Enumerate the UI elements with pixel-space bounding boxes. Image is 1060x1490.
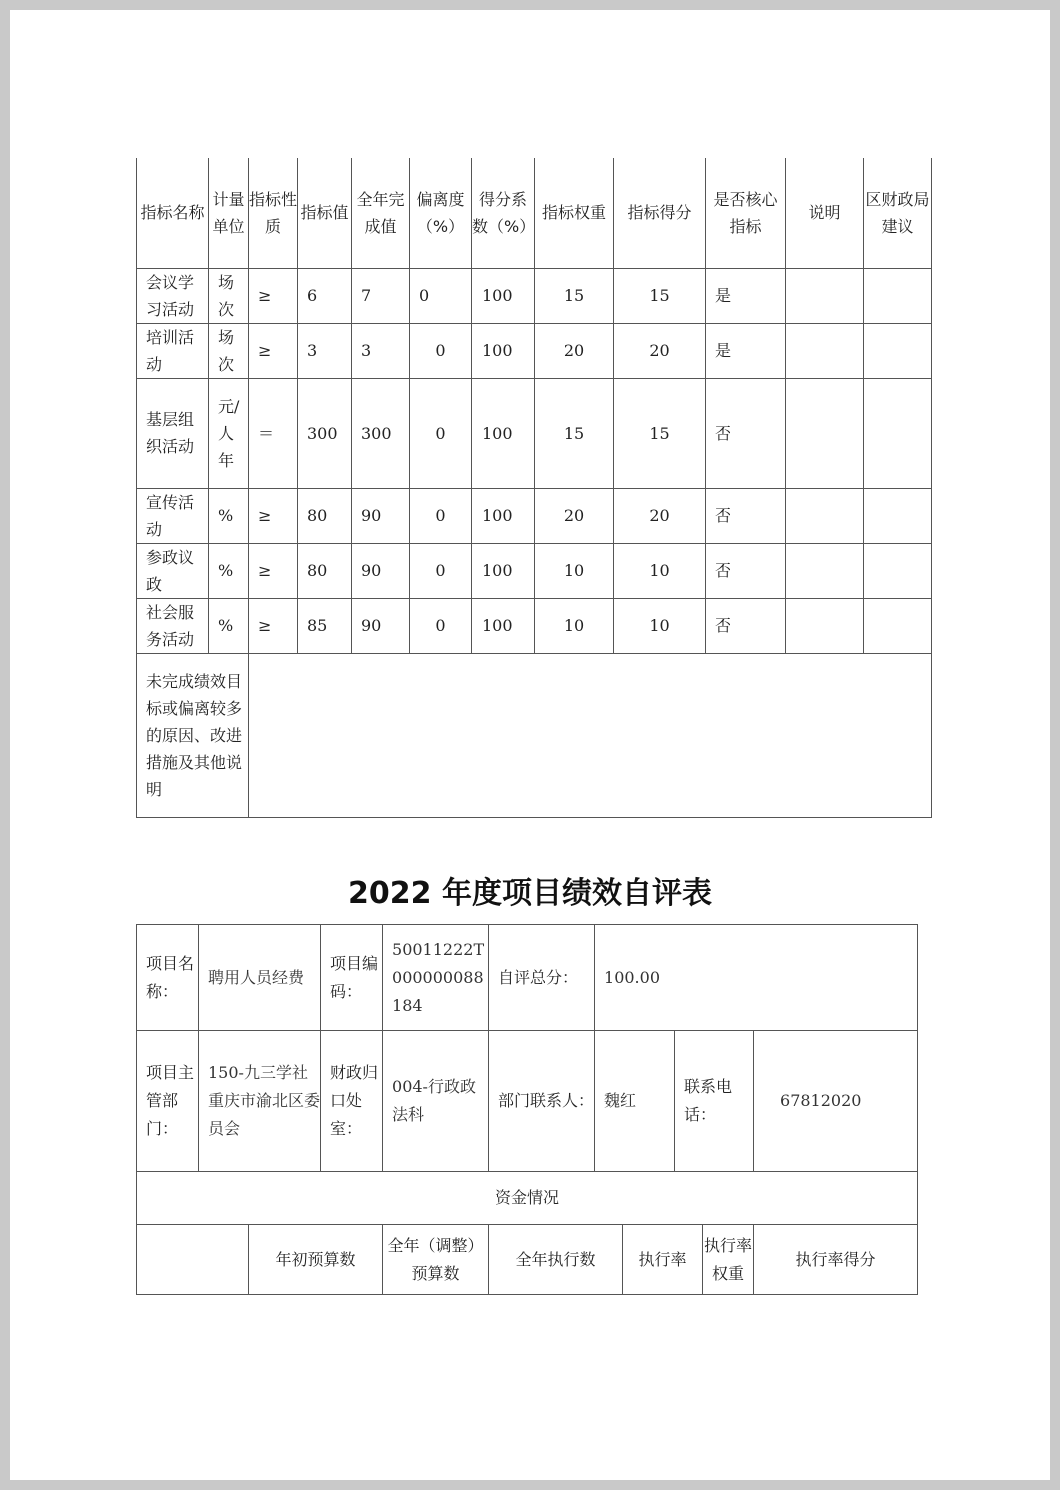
cell-coefficient: 100 xyxy=(472,488,535,543)
cell-nature: ≥ xyxy=(249,488,298,543)
cell-coefficient: 100 xyxy=(472,323,535,378)
cell-core: 是 xyxy=(706,268,786,323)
cell-actual: 90 xyxy=(352,543,410,598)
unfinished-explanation-row xyxy=(137,653,932,817)
funds-header-blank xyxy=(137,1225,249,1295)
cell-weight: 20 xyxy=(535,488,614,543)
cell-weight: 15 xyxy=(535,378,614,488)
cell-note xyxy=(786,598,864,653)
cell-core: 否 xyxy=(706,488,786,543)
table-row xyxy=(137,323,932,378)
form-title: 2022 年度项目绩效自评表 xyxy=(348,876,712,911)
cell-note xyxy=(786,378,864,488)
cell-weight: 10 xyxy=(535,543,614,598)
cell-deviation: 0 xyxy=(410,543,472,598)
table-row xyxy=(137,543,932,598)
cell-advice xyxy=(864,598,932,653)
funds-header-execution-rate: 执行率 xyxy=(623,1225,703,1295)
cell-deviation: 0 xyxy=(410,268,472,323)
cell-target: 6 xyxy=(298,268,352,323)
cell-nature: ＝ xyxy=(249,378,298,488)
cell-note xyxy=(786,488,864,543)
cell-deviation: 0 xyxy=(410,323,472,378)
cell-nature: ≥ xyxy=(249,323,298,378)
cell-actual: 90 xyxy=(352,598,410,653)
funds-header-executed: 全年执行数 xyxy=(489,1225,623,1295)
header-weight: 指标权重 xyxy=(535,158,614,268)
cell-name: 基层组织活动 xyxy=(137,378,209,488)
table-row xyxy=(137,488,932,543)
header-note: 说明 xyxy=(786,158,864,268)
cell-target: 300 xyxy=(298,378,352,488)
cell-unit: 场次 xyxy=(209,323,249,378)
cell-target: 80 xyxy=(298,488,352,543)
cell-name: 参政议政 xyxy=(137,543,209,598)
project-code-value: 50011222T000000088184 xyxy=(383,925,489,1031)
unfinished-explanation-value xyxy=(249,653,932,817)
project-name-value: 聘用人员经费 xyxy=(199,925,321,1031)
cell-deviation: 0 xyxy=(410,488,472,543)
document-page xyxy=(10,10,1050,1480)
cell-advice xyxy=(864,378,932,488)
project-code-label: 项目编码： xyxy=(321,925,383,1031)
cell-note xyxy=(786,268,864,323)
cell-core: 否 xyxy=(706,378,786,488)
cell-actual: 3 xyxy=(352,323,410,378)
cell-core: 否 xyxy=(706,543,786,598)
cell-unit: 元/人年 xyxy=(209,378,249,488)
cell-actual: 300 xyxy=(352,378,410,488)
cell-nature: ≥ xyxy=(249,543,298,598)
cell-deviation: 0 xyxy=(410,378,472,488)
department-info-row xyxy=(137,1031,918,1172)
project-info-row xyxy=(137,925,918,1031)
cell-coefficient: 100 xyxy=(472,543,535,598)
cell-coefficient: 100 xyxy=(472,378,535,488)
cell-advice xyxy=(864,323,932,378)
cell-unit: 场次 xyxy=(209,268,249,323)
unfinished-explanation-label: 未完成绩效目标或偏离较多的原因、改进措施及其他说明 xyxy=(137,653,249,817)
header-coefficient: 得分系数（%） xyxy=(472,158,535,268)
header-core: 是否核心指标 xyxy=(706,158,786,268)
phone-value: 67812020 xyxy=(754,1031,918,1172)
table-header-row xyxy=(137,158,932,268)
performance-indicator-table xyxy=(136,158,932,818)
project-name-label: 项目名称： xyxy=(137,925,199,1031)
cell-score: 10 xyxy=(614,598,706,653)
cell-note xyxy=(786,323,864,378)
cell-coefficient: 100 xyxy=(472,268,535,323)
project-self-evaluation-table xyxy=(136,924,918,1295)
cell-score: 10 xyxy=(614,543,706,598)
cell-core: 是 xyxy=(706,323,786,378)
phone-label: 联系电话： xyxy=(675,1031,754,1172)
finance-office-value: 004-行政政法科 xyxy=(383,1031,489,1172)
contact-person-label: 部门联系人： xyxy=(489,1031,595,1172)
cell-deviation: 0 xyxy=(410,598,472,653)
cell-note xyxy=(786,543,864,598)
table-row xyxy=(137,378,932,488)
cell-name: 培训活动 xyxy=(137,323,209,378)
header-deviation: 偏离度（%） xyxy=(410,158,472,268)
table-row xyxy=(137,598,932,653)
cell-coefficient: 100 xyxy=(472,598,535,653)
cell-actual: 90 xyxy=(352,488,410,543)
funds-section-row xyxy=(137,1172,918,1225)
cell-advice xyxy=(864,543,932,598)
department-label: 项目主管部门： xyxy=(137,1031,199,1172)
cell-target: 3 xyxy=(298,323,352,378)
funds-header-rate-weight: 执行率权重 xyxy=(703,1225,754,1295)
header-indicator-name: 指标名称 xyxy=(137,158,209,268)
cell-actual: 7 xyxy=(352,268,410,323)
funds-header-adjusted-budget: 全年（调整）预算数 xyxy=(383,1225,489,1295)
cell-unit: % xyxy=(209,488,249,543)
total-score-label: 自评总分： xyxy=(489,925,595,1031)
cell-name: 宣传活动 xyxy=(137,488,209,543)
header-score: 指标得分 xyxy=(614,158,706,268)
cell-weight: 20 xyxy=(535,323,614,378)
cell-core: 否 xyxy=(706,598,786,653)
cell-name: 社会服务活动 xyxy=(137,598,209,653)
cell-target: 85 xyxy=(298,598,352,653)
cell-name: 会议学习活动 xyxy=(137,268,209,323)
department-value: 150-九三学社重庆市渝北区委员会 xyxy=(199,1031,321,1172)
cell-score: 15 xyxy=(614,268,706,323)
header-advice: 区财政局建议 xyxy=(864,158,932,268)
cell-nature: ≥ xyxy=(249,268,298,323)
funds-header-row xyxy=(137,1225,918,1295)
cell-weight: 10 xyxy=(535,598,614,653)
header-unit: 计量单位 xyxy=(209,158,249,268)
cell-score: 20 xyxy=(614,323,706,378)
funds-header-rate-score: 执行率得分 xyxy=(754,1225,918,1295)
total-score-value: 100.00 xyxy=(595,925,918,1031)
finance-office-label: 财政归口处室： xyxy=(321,1031,383,1172)
cell-advice xyxy=(864,488,932,543)
cell-target: 80 xyxy=(298,543,352,598)
header-nature: 指标性质 xyxy=(249,158,298,268)
cell-weight: 15 xyxy=(535,268,614,323)
cell-unit: % xyxy=(209,598,249,653)
contact-person-value: 魏红 xyxy=(595,1031,675,1172)
funds-section-title: 资金情况 xyxy=(137,1172,918,1225)
header-actual: 全年完成值 xyxy=(352,158,410,268)
cell-unit: % xyxy=(209,543,249,598)
cell-score: 20 xyxy=(614,488,706,543)
cell-score: 15 xyxy=(614,378,706,488)
table-row xyxy=(137,268,932,323)
cell-advice xyxy=(864,268,932,323)
header-target: 指标值 xyxy=(298,158,352,268)
cell-nature: ≥ xyxy=(249,598,298,653)
funds-header-initial-budget: 年初预算数 xyxy=(249,1225,383,1295)
